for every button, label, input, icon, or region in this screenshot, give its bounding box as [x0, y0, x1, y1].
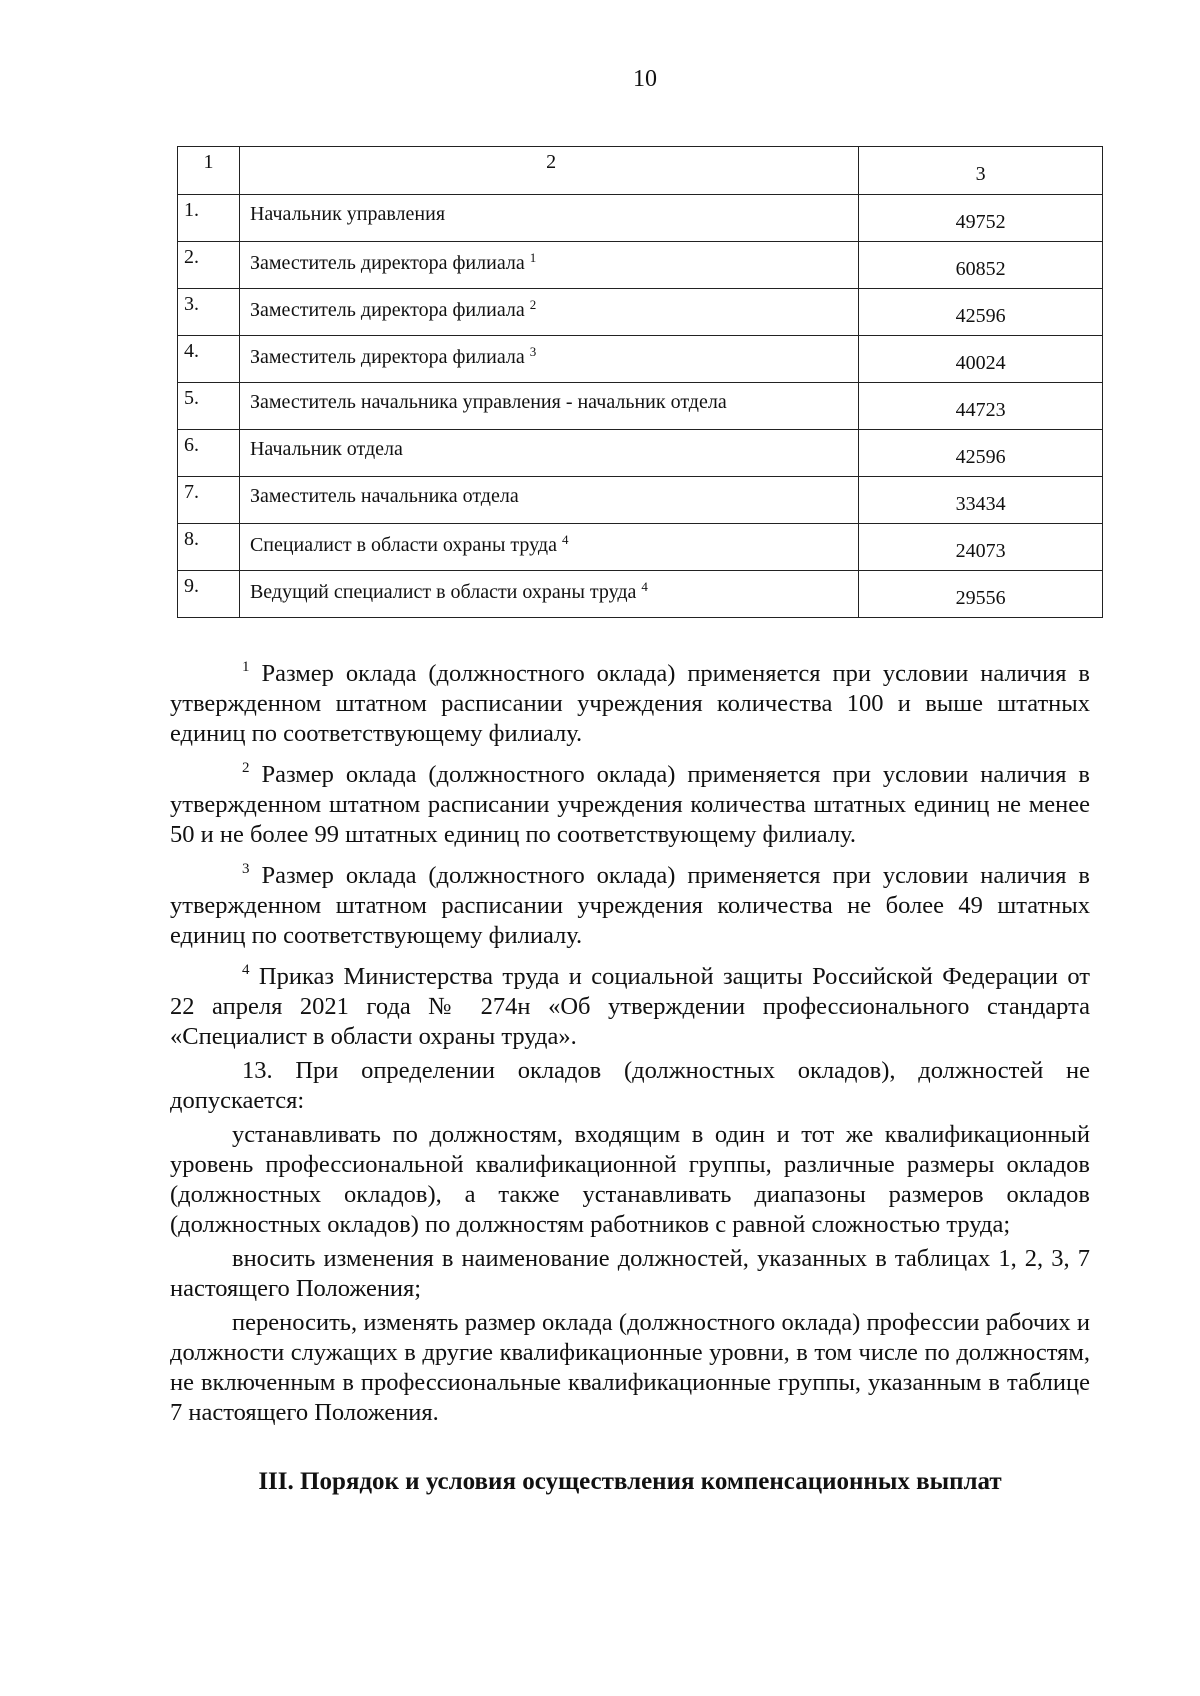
position-title [239, 383, 858, 430]
footnote-text: Размер оклада (должностного оклада) применяется при условии наличия в утвержденном штатном расписании учреждения количества не более 49 штатных единиц по соответствующему филиалу. [170, 862, 1091, 949]
position-title-text: Начальник отдела [249, 438, 403, 460]
position-title-text: Заместитель директора филиала [249, 252, 525, 274]
footnote-ref: 1 [529, 250, 537, 265]
footnote-1 [170, 652, 1090, 749]
footnote-text: Размер оклада (должностного оклада) применяется при условии наличия в утвержденном штатном расписании учреждения количества 100 и выше штатных единиц по соответствующему филиалу. [170, 660, 1091, 747]
header-cell-number: 1 [178, 147, 240, 195]
row-number: 7. [178, 477, 240, 524]
position-title [239, 430, 858, 477]
salary-value: 29556 [859, 571, 1103, 618]
clause-13-item-3: переносить, изменять размер оклада (должностного оклада) профессии рабочих и должности служащих в другие квалификационные уровни, в том числе по должностям, не включенным в профессиональные квалификационные группы, указанным в таблице 7 настоящего Положения. [170, 1309, 1090, 1426]
salary-value: 24073 [859, 524, 1103, 571]
row-number: 8. [178, 524, 240, 571]
clause-13-item-1: устанавливать по должностям, входящим в один и тот же квалификационный уровень профессиональной квалификационной группы, различные размеры окладов (должностных окладов), а также устанавливать диапазоны размеров окладов (должностных окладов) по должностям работников с равной сложностью труда; [170, 1121, 1090, 1238]
table-row [178, 383, 1103, 430]
salary-value: 42596 [859, 430, 1103, 477]
salary-value: 60852 [859, 242, 1103, 289]
position-title [239, 242, 858, 289]
clause-13-item-2: вносить изменения в наименование должностей, указанных в таблицах 1, 2, 3, 7 настоящего Положения; [170, 1245, 1090, 1302]
salary-value: 44723 [859, 383, 1103, 430]
position-title-text: Заместитель директора филиала [249, 299, 525, 321]
footnote-ref: 3 [529, 344, 537, 359]
footnote-2 [170, 753, 1090, 850]
header-cell-position: 2 [239, 147, 858, 195]
clause-13-intro: 13. При определении окладов (должностных окладов), должностей не допускается: [170, 1057, 1090, 1114]
page-number: 10 [633, 66, 657, 92]
salary-value: 33434 [859, 477, 1103, 524]
table-row [178, 477, 1103, 524]
footnote-ref: 4 [641, 579, 648, 594]
footnote-text: Приказ Министерства труда и социальной защиты Российской Федерации от 22 апреля 2021 года № 274н «Об утверждении профессионального стандарта «Специалист в области охраны труда». [170, 963, 1090, 1050]
table-row [178, 195, 1103, 242]
position-title-text: Заместитель директора филиала [249, 346, 525, 368]
salary-table [177, 146, 1103, 618]
table-row [178, 430, 1103, 477]
row-number: 4. [178, 336, 240, 383]
position-title [239, 477, 858, 524]
position-title [239, 571, 858, 618]
footnote-3 [170, 854, 1090, 951]
position-title [239, 195, 858, 242]
row-number: 6. [178, 430, 240, 477]
header-cell-salary: 3 [859, 147, 1103, 195]
position-title [239, 336, 858, 383]
position-title-text: Заместитель начальника отдела [249, 485, 519, 507]
table-row [178, 524, 1103, 571]
table-row [178, 289, 1103, 336]
footnote-ref: 2 [529, 297, 537, 312]
position-title [239, 289, 858, 336]
footnote-mark: 3 [242, 861, 250, 877]
row-number: 1. [178, 195, 240, 242]
footnote-ref: 4 [561, 532, 569, 547]
body-text [170, 652, 1090, 1432]
position-title-text: Специалист в области охраны труда [249, 534, 557, 556]
row-number: 2. [178, 242, 240, 289]
table-row [178, 571, 1103, 618]
salary-value: 40024 [859, 336, 1103, 383]
table-row [178, 242, 1103, 289]
footnote-mark: 4 [242, 962, 250, 978]
salary-value: 49752 [859, 195, 1103, 242]
position-title-text: Ведущий специалист в области охраны труда [249, 581, 637, 603]
position-title [239, 524, 858, 571]
position-title-text: Начальник управления [249, 203, 446, 225]
position-title-text: Заместитель начальника управления - начальник отдела [249, 391, 727, 413]
row-number: 5. [178, 383, 240, 430]
section-title: III. Порядок и условия осуществления компенсационных выплат [258, 1468, 1002, 1495]
footnote-4 [170, 955, 1090, 1052]
footnote-text: Размер оклада (должностного оклада) применяется при условии наличия в утвержденном штатном расписании учреждения количества штатных единиц не менее 50 и не более 99 штатных единиц по соответствующему филиалу. [170, 761, 1091, 848]
row-number: 3. [178, 289, 240, 336]
table-row [178, 336, 1103, 383]
footnote-mark: 2 [242, 760, 250, 776]
salary-value: 42596 [859, 289, 1103, 336]
footnote-mark: 1 [242, 659, 250, 675]
row-number: 9. [178, 571, 240, 618]
table-header-row [178, 147, 1103, 195]
